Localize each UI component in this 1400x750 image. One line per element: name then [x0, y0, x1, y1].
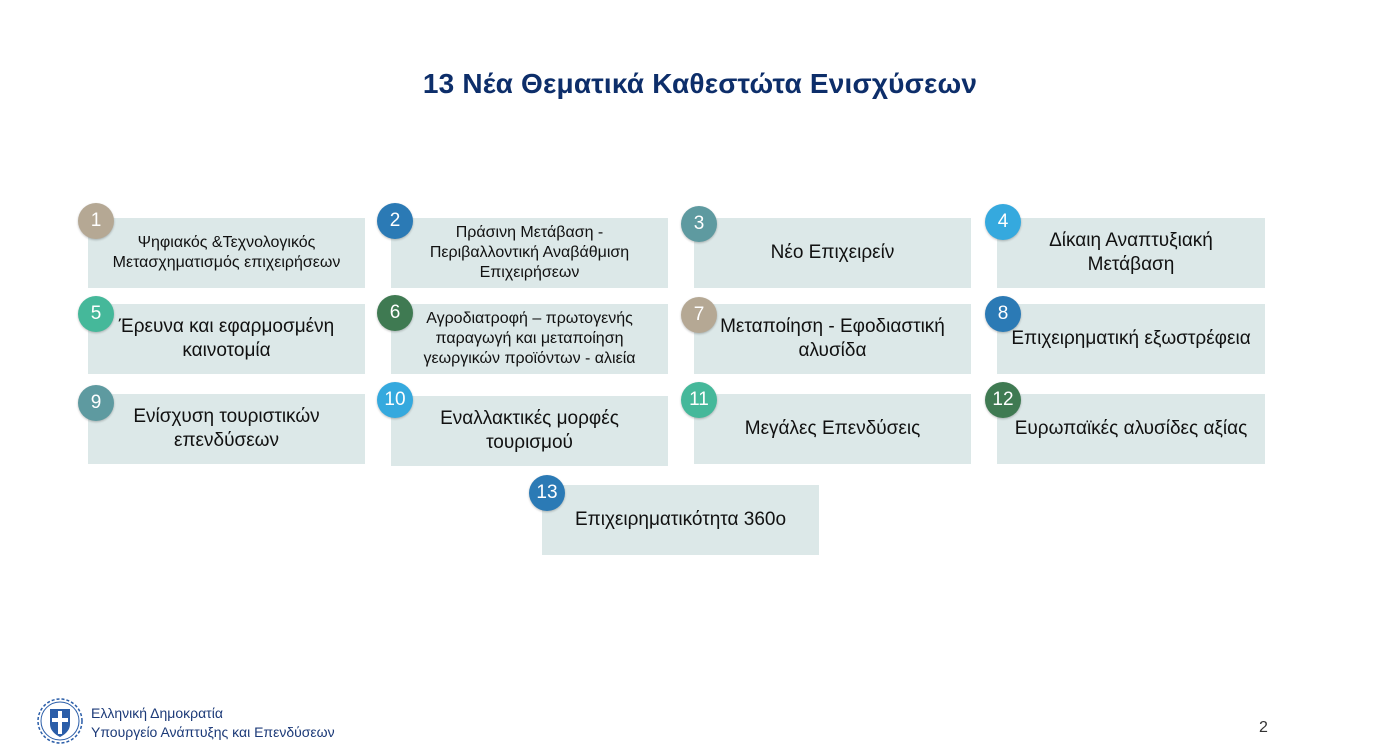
number-badge: 10: [377, 382, 413, 418]
scheme-label: Μεγάλες Επενδύσεις: [744, 417, 921, 439]
number-badge: 6: [377, 295, 413, 331]
scheme-label: Έρευνα και εφαρμοσμένη καινοτομία: [118, 315, 335, 361]
number-badge: 2: [377, 203, 413, 239]
scheme-card-1[interactable]: [88, 218, 365, 288]
number-badge: 9: [78, 385, 114, 421]
number-badge: 4: [985, 204, 1021, 240]
scheme-card-9[interactable]: [88, 394, 365, 464]
scheme-label: Ενίσχυση τουριστικών επενδύσεων: [133, 405, 320, 451]
page-title: 13 Νέα Θεματικά Καθεστώτα Ενισχύσεων: [422, 68, 978, 99]
number-badge: 12: [985, 382, 1021, 418]
number-badge: 11: [681, 382, 717, 418]
scheme-label: Μεταποίηση - Εφοδιαστική αλυσίδα: [720, 315, 945, 361]
scheme-card-12[interactable]: [997, 394, 1265, 464]
footer-line-2: Υπουργείο Ανάπτυξης και Επενδύσεων: [91, 724, 335, 740]
scheme-label: Νέο Επιχειρείν: [770, 241, 895, 263]
scheme-label: Εναλλακτικές μορφές τουρισμού: [440, 407, 619, 453]
number-badge: 7: [681, 297, 717, 333]
scheme-card-3[interactable]: [694, 218, 971, 288]
number-badge: 5: [78, 296, 114, 332]
greek-coat-of-arms-icon: [36, 697, 84, 745]
scheme-card-4[interactable]: [997, 218, 1265, 288]
scheme-card-2[interactable]: [391, 218, 668, 288]
scheme-card-5[interactable]: [88, 304, 365, 374]
scheme-label: Επιχειρηματικότητα 360ο: [574, 508, 787, 530]
scheme-label: Ευρωπαϊκές αλυσίδες αξίας: [1014, 417, 1248, 439]
scheme-label: Αγροδιατροφή – πρωτογενής παραγωγή και μεταποίηση γεωργικών προϊόντων - αλιεία: [423, 309, 636, 368]
page-number: 2: [1259, 719, 1268, 736]
scheme-label: Επιχειρηματική εξωστρέφεια: [1011, 327, 1251, 349]
scheme-card-13[interactable]: [542, 485, 819, 555]
number-badge: 8: [985, 296, 1021, 332]
scheme-card-11[interactable]: [694, 394, 971, 464]
scheme-card-7[interactable]: [694, 304, 971, 374]
scheme-card-10[interactable]: [391, 396, 668, 466]
number-badge: 1: [78, 203, 114, 239]
scheme-label: Πράσινη Μετάβαση - Περιβαλλοντική Αναβάθμιση Επιχειρήσεων: [429, 223, 630, 282]
scheme-card-8[interactable]: [997, 304, 1265, 374]
footer-line-1: Ελληνική Δημοκρατία: [91, 705, 223, 721]
scheme-card-6[interactable]: [391, 304, 668, 374]
scheme-label: Δίκαιη Αναπτυξιακή Μετάβαση: [1049, 229, 1213, 275]
number-badge: 3: [681, 206, 717, 242]
scheme-label: Ψηφιακός &Τεχνολογικός Μετασχηματισμός επιχειρήσεων: [112, 233, 341, 271]
footer-ministry: [91, 704, 335, 742]
number-badge: 13: [529, 475, 565, 511]
